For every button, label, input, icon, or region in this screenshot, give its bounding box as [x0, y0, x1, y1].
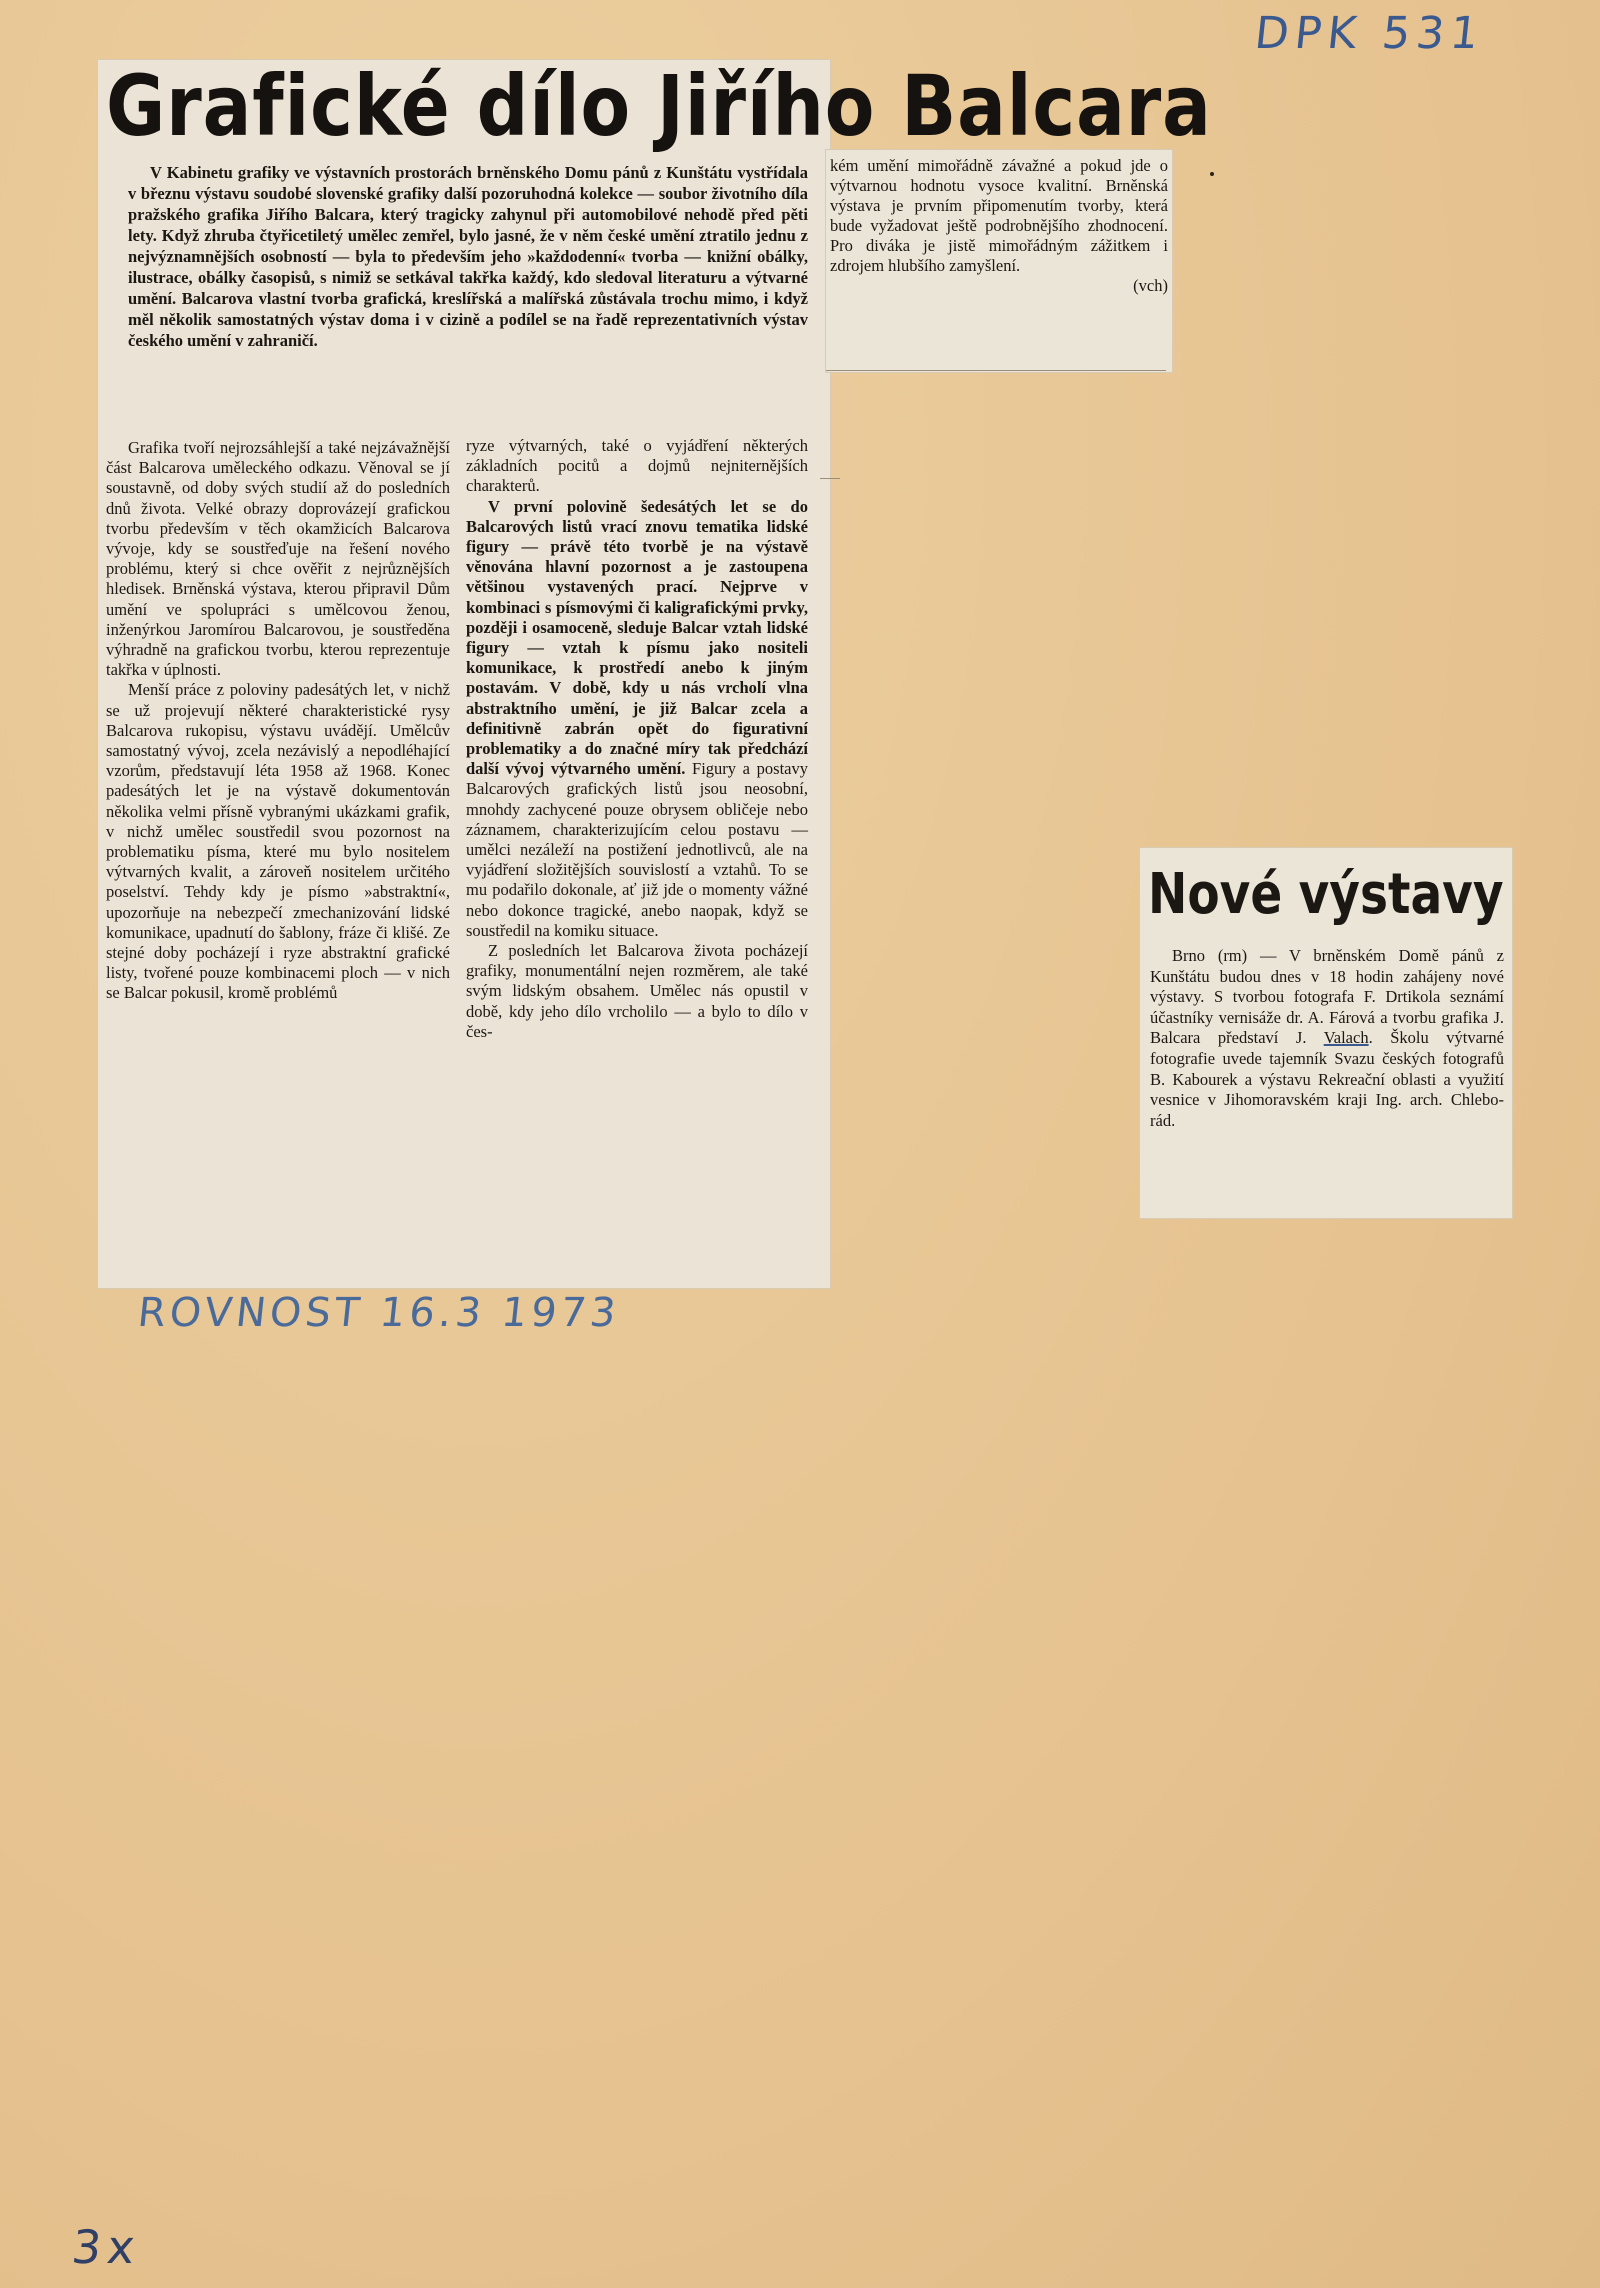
- page-count-mark: 3x: [69, 2220, 144, 2274]
- article-paragraph: Z posledních let Balcarova života pocházejí grafiky, monumentální nejen rozměrem, ale také svým lidským obsahem. Umělec nás opustil v době, kdy jeho dílo vrcholilo — a bylo to dílo v čes-: [466, 941, 808, 1041]
- source-note: ROVNOST 16.3 1973: [135, 1290, 622, 1336]
- article-column-1: [106, 438, 450, 1004]
- article-paragraph: Grafika tvoří nejrozsáhlejší a také nejzávažnější část Balcarova uměleckého odkazu. Věnoval se jí soustavně, od doby svých studií až do posledních dnů života. Velké obrazy doprovázejí grafickou tvorbu především v těch okamžicích Balcarova vývoje, kdy se soustřeďuje na řešení nového problému, který si chce ověřit z nejrůznějších hledisek. Brněnská výstava, kterou připravil Dům umění ve spolupráci s umělcovou ženou, inženýrkou Jaromírou Balcarovou, je soustředěna výhradně na grafickou tvorbu, kterou reprezentuje takřka v úplnosti.: [106, 438, 450, 680]
- article-paragraph: ryze výtvarných, také o vyjádření některých základních pocitů a dojmů nejniternějších charakterů.: [466, 436, 808, 496]
- article-paragraph: kém umění mimořádně závažné a pokud jde o výtvarnou hodnotu vysoce kvalitní. Brněnská výstava je prvním připomenutím tvorby, která bude vyžadovat ještě podrobnějšího zhodnocení. Pro diváka je jistě mimořádným zážitkem i zdrojem hlubšího zamyšlení.: [830, 156, 1168, 275]
- divider: [826, 370, 1166, 371]
- news-title: Nové výstavy: [1148, 862, 1504, 927]
- article-bold-run: V první polovině šedesátých let se do Balcarových listů vrací znovu tematika lidské figury — právě této tvorbě je na výstavě věnována hlavní pozornost a je zastoupena většinou vystavených prací. Nejprve v kombinaci s písmovými či kaligrafickými prvky, později i osamoceně, sleduje Balcar vztah lidské figury — vztah k písmu jako nositeli komunikace, k prostředí anebo k jiným postavám. V době, kdy u nás vrcholí vlna abstraktního umění, je již Balcar zcela a definitivně zabrán opět do figurativní problematiky a do značné míry tak předchází další vývoj výtvarného umění.: [466, 496, 808, 779]
- article-column-2: [466, 436, 808, 1042]
- article-title: Grafické dílo Jiřího Balcara: [106, 57, 1212, 155]
- divider: [820, 478, 840, 479]
- article-text-run: Figury a postavy Balcarových grafických listů jsou neosobní, mnohdy zachycené pouze obrysem obličeje nebo záznamem, charakterizujícím celou postavu — umělci nezáleží na postižení jednotlivců, ale na vyjádření složitějších souvislostí a vztahů. To se mu podařilo dokonale, ať již jde o momenty vážné nebo dokonce tragické, anebo naopak, když se soustředil na komiku situace.: [466, 759, 808, 940]
- news-text-run: . Školu výtvarné fotografie uvede tajemník Svazu českých fotografů B. Kabourek a výstavu Rekreační oblasti a využití vesnice v Jihomoravském kraji Ing. arch. Chlebo-rád.: [1150, 1028, 1504, 1130]
- news-underlined-name: Valach: [1323, 1028, 1369, 1048]
- article-paragraph: Menší práce z poloviny padesátých let, v nichž se už projevují některé charakteristické rysy Balcarova rukopisu, výstavu uvádějí. Umělcův samostatný vývoj, zcela nezávislý a nepodléhající vzorům, představují léta 1958 až 1968. Konec padesátých let je na výstavě dokumentován několika velmi přísně vybranými ukázkami grafik, v nichž umělec soustředil svou pozornost na problematiku písma, které mu bylo nositelem výtvarných kvalit, a zároveň nositelem určitého poselství. Tehdy kdy je písmo »abstraktní«, upozorňuje na nebezpečí zmechanizování lidské komunikace, upadnutí do šablony, fráze či klišé. Ze stejné doby pocházejí i ryze abstraktní grafické listy, tvořené pouze kombinacemi ploch — v nich se Balcar pokusil, kromě problémů: [106, 680, 450, 1003]
- paper-speck: [1210, 172, 1214, 176]
- article-lead: [128, 162, 808, 351]
- article-signature: (vch): [1133, 276, 1168, 295]
- archive-mark: DPK 531: [1252, 8, 1487, 59]
- news-body: [1150, 946, 1504, 1131]
- news-paragraph: [1150, 946, 1504, 1131]
- article-column-3: [830, 156, 1168, 296]
- news-text-run: Brno (rm) — V brněnském Domě pánů z Kunštátu budou dnes v 18 hodin zahájeny nové výstavy. S tvorbou fotografa F. Drtikola seznámí účastníky vernisáže dr. A. Fárová a tvorbu grafika J. Balcara představí J.: [1150, 946, 1504, 1048]
- article-paragraph: [466, 497, 808, 941]
- lead-paragraph: V Kabinetu grafiky ve výstavních prostorách brněnského Domu pánů z Kunštátu vystřídala v březnu výstavu soudobé slovenské grafiky další pozoruhodná kolekce — soubor životního díla pražského grafika Jiřího Balcara, který tragicky zahynul při automobilové nehodě před pěti lety. Když zhruba čtyřicetiletý umělec zemřel, bylo jasné, že v něm české umění ztratilo jednu z nejvýznamnějších osobností — byla to především jeho »každodenní« tvorba — knižní obálky, ilustrace, obálky časopisů, s nimiž se setkával takřka každý, kdo sledoval literaturu a výtvarné umění. Balcarova vlastní tvorba grafická, kreslířská a malířská zůstávala trochu mimo, i když měl několik samostatných výstav doma i v cizině a podílel se na řadě reprezentativních výstav českého umění v zahraničí.: [128, 163, 808, 350]
